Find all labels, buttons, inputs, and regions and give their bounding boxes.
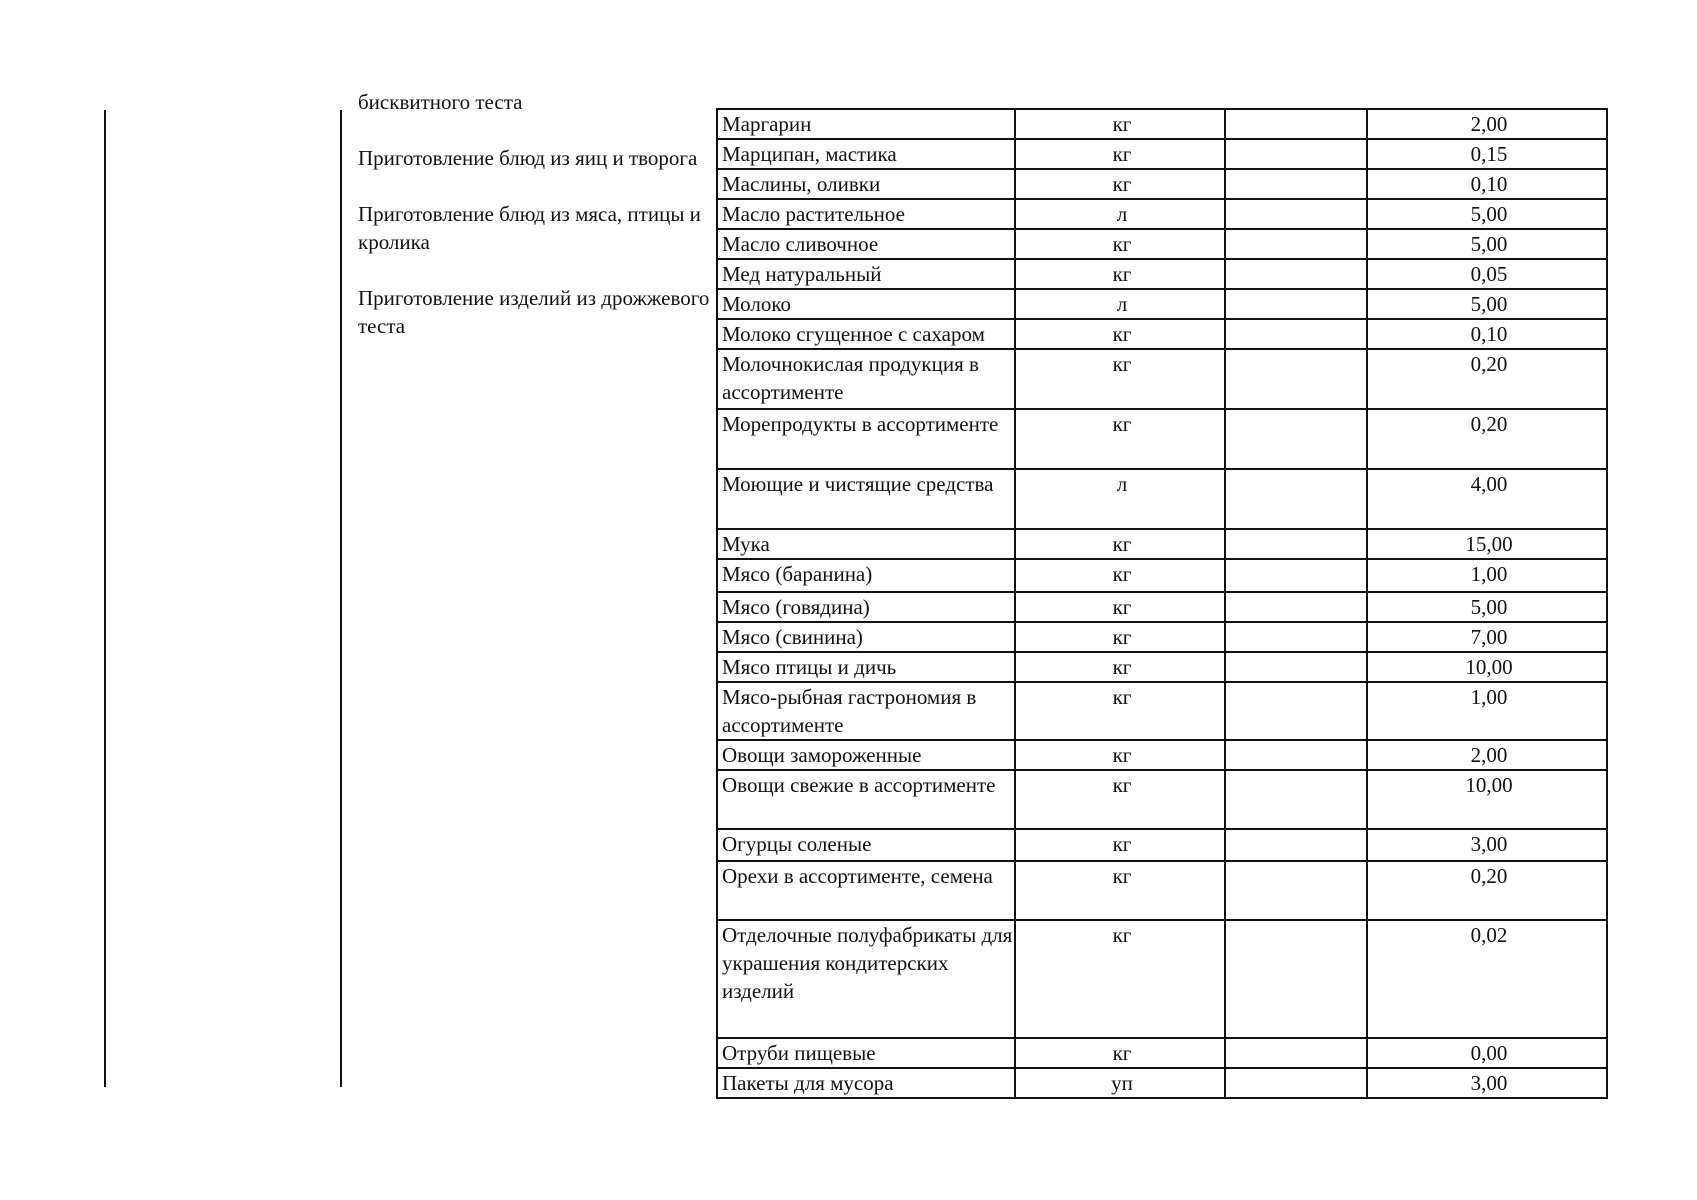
table-row <box>717 770 1607 829</box>
item-unit: кг <box>1015 409 1225 469</box>
item-unit: кг <box>1015 652 1225 682</box>
table-row <box>717 829 1607 861</box>
item-qty: 5,00 <box>1367 199 1607 229</box>
item-name: Огурцы соленые <box>717 829 1015 861</box>
item-name: Мясо (говядина) <box>717 592 1015 622</box>
item-name: Молоко сгущенное с сахаром <box>717 319 1015 349</box>
table-row <box>717 289 1607 319</box>
item-extra <box>1225 289 1367 319</box>
item-qty: 0,15 <box>1367 139 1607 169</box>
item-qty: 7,00 <box>1367 622 1607 652</box>
item-unit: кг <box>1015 592 1225 622</box>
table-row <box>717 229 1607 259</box>
item-unit: кг <box>1015 682 1225 740</box>
table-row <box>717 259 1607 289</box>
item-name: Отруби пищевые <box>717 1038 1015 1068</box>
table-row <box>717 109 1607 139</box>
item-qty: 2,00 <box>1367 740 1607 770</box>
item-unit: кг <box>1015 1038 1225 1068</box>
item-unit: кг <box>1015 109 1225 139</box>
item-extra <box>1225 229 1367 259</box>
table-row <box>717 920 1607 1038</box>
item-name: Масло растительное <box>717 199 1015 229</box>
item-name: Мясо (баранина) <box>717 559 1015 592</box>
item-extra <box>1225 920 1367 1038</box>
item-name: Овощи замороженные <box>717 740 1015 770</box>
item-name: Морепродукты в ассортименте <box>717 409 1015 469</box>
item-qty: 1,00 <box>1367 682 1607 740</box>
item-unit: кг <box>1015 829 1225 861</box>
item-qty: 0,10 <box>1367 319 1607 349</box>
item-qty: 0,20 <box>1367 349 1607 409</box>
item-extra <box>1225 559 1367 592</box>
item-extra <box>1225 861 1367 920</box>
item-extra <box>1225 740 1367 770</box>
table-row <box>717 469 1607 529</box>
item-extra <box>1225 409 1367 469</box>
item-name: Пакеты для мусора <box>717 1068 1015 1098</box>
item-name: Молочнокислая продукция в ассортименте <box>717 349 1015 409</box>
item-name: Мясо-рыбная гастрономия в ассортименте <box>717 682 1015 740</box>
item-unit: кг <box>1015 169 1225 199</box>
item-unit: кг <box>1015 229 1225 259</box>
item-unit: кг <box>1015 139 1225 169</box>
item-qty: 5,00 <box>1367 289 1607 319</box>
item-qty: 0,02 <box>1367 920 1607 1038</box>
item-name: Марципан, мастика <box>717 139 1015 169</box>
item-extra <box>1225 652 1367 682</box>
item-unit: кг <box>1015 529 1225 559</box>
item-unit: уп <box>1015 1068 1225 1098</box>
item-name: Орехи в ассортименте, семена <box>717 861 1015 920</box>
table-row <box>717 740 1607 770</box>
item-extra <box>1225 319 1367 349</box>
item-name: Масло сливочное <box>717 229 1015 259</box>
table-row <box>717 861 1607 920</box>
item-unit: кг <box>1015 559 1225 592</box>
item-name: Молоко <box>717 289 1015 319</box>
item-name: Отделочные полуфабрикаты для украшения кондитерских изделий <box>717 920 1015 1038</box>
item-qty: 4,00 <box>1367 469 1607 529</box>
item-extra <box>1225 169 1367 199</box>
left-border-line <box>104 110 106 1087</box>
item-extra <box>1225 682 1367 740</box>
item-unit: л <box>1015 289 1225 319</box>
item-unit: кг <box>1015 259 1225 289</box>
table-row <box>717 559 1607 592</box>
table-row <box>717 592 1607 622</box>
item-extra <box>1225 139 1367 169</box>
item-qty: 10,00 <box>1367 652 1607 682</box>
item-unit: кг <box>1015 349 1225 409</box>
table-row <box>717 652 1607 682</box>
table-row <box>717 529 1607 559</box>
item-extra <box>1225 1068 1367 1098</box>
item-qty: 15,00 <box>1367 529 1607 559</box>
item-extra <box>1225 622 1367 652</box>
item-qty: 3,00 <box>1367 1068 1607 1098</box>
item-unit: кг <box>1015 740 1225 770</box>
item-qty: 0,10 <box>1367 169 1607 199</box>
item-qty: 1,00 <box>1367 559 1607 592</box>
item-extra <box>1225 1038 1367 1068</box>
table-row <box>717 409 1607 469</box>
item-name: Овощи свежие в ассортименте <box>717 770 1015 829</box>
column-divider-line <box>340 110 342 1087</box>
item-qty: 0,20 <box>1367 409 1607 469</box>
table-row <box>717 139 1607 169</box>
item-name: Маргарин <box>717 109 1015 139</box>
item-name: Моющие и чистящие средства <box>717 469 1015 529</box>
activity-item: Приготовление блюд из мяса, птицы и кролика <box>358 202 701 254</box>
activity-item: Приготовление изделий из дрожжевого теста <box>358 286 710 338</box>
table-row <box>717 1038 1607 1068</box>
activities-list <box>358 88 713 368</box>
table-row <box>717 199 1607 229</box>
table-row <box>717 622 1607 652</box>
activity-item: Приготовление блюд из яиц и творога <box>358 146 698 170</box>
item-qty: 0,05 <box>1367 259 1607 289</box>
item-name: Мясо (свинина) <box>717 622 1015 652</box>
item-extra <box>1225 109 1367 139</box>
item-name: Маслины, оливки <box>717 169 1015 199</box>
item-unit: л <box>1015 199 1225 229</box>
item-extra <box>1225 349 1367 409</box>
item-unit: кг <box>1015 920 1225 1038</box>
item-extra <box>1225 770 1367 829</box>
item-unit: л <box>1015 469 1225 529</box>
item-unit: кг <box>1015 770 1225 829</box>
item-name: Мед натуральный <box>717 259 1015 289</box>
item-name: Мясо птицы и дичь <box>717 652 1015 682</box>
item-extra <box>1225 829 1367 861</box>
item-extra <box>1225 592 1367 622</box>
table-row <box>717 349 1607 409</box>
item-unit: кг <box>1015 622 1225 652</box>
item-extra <box>1225 259 1367 289</box>
table-row <box>717 1068 1607 1098</box>
activities-column <box>358 90 713 1087</box>
table-row <box>717 682 1607 740</box>
item-extra <box>1225 199 1367 229</box>
item-qty: 2,00 <box>1367 109 1607 139</box>
item-extra <box>1225 469 1367 529</box>
item-qty: 5,00 <box>1367 229 1607 259</box>
item-qty: 3,00 <box>1367 829 1607 861</box>
item-name: Мука <box>717 529 1015 559</box>
item-qty: 0,20 <box>1367 861 1607 920</box>
item-unit: кг <box>1015 861 1225 920</box>
item-qty: 10,00 <box>1367 770 1607 829</box>
table-row <box>717 169 1607 199</box>
item-qty: 0,00 <box>1367 1038 1607 1068</box>
item-qty: 5,00 <box>1367 592 1607 622</box>
item-extra <box>1225 529 1367 559</box>
activity-item: бисквитного теста <box>358 90 523 114</box>
item-unit: кг <box>1015 319 1225 349</box>
items-table <box>716 108 1608 1099</box>
table-row <box>717 319 1607 349</box>
